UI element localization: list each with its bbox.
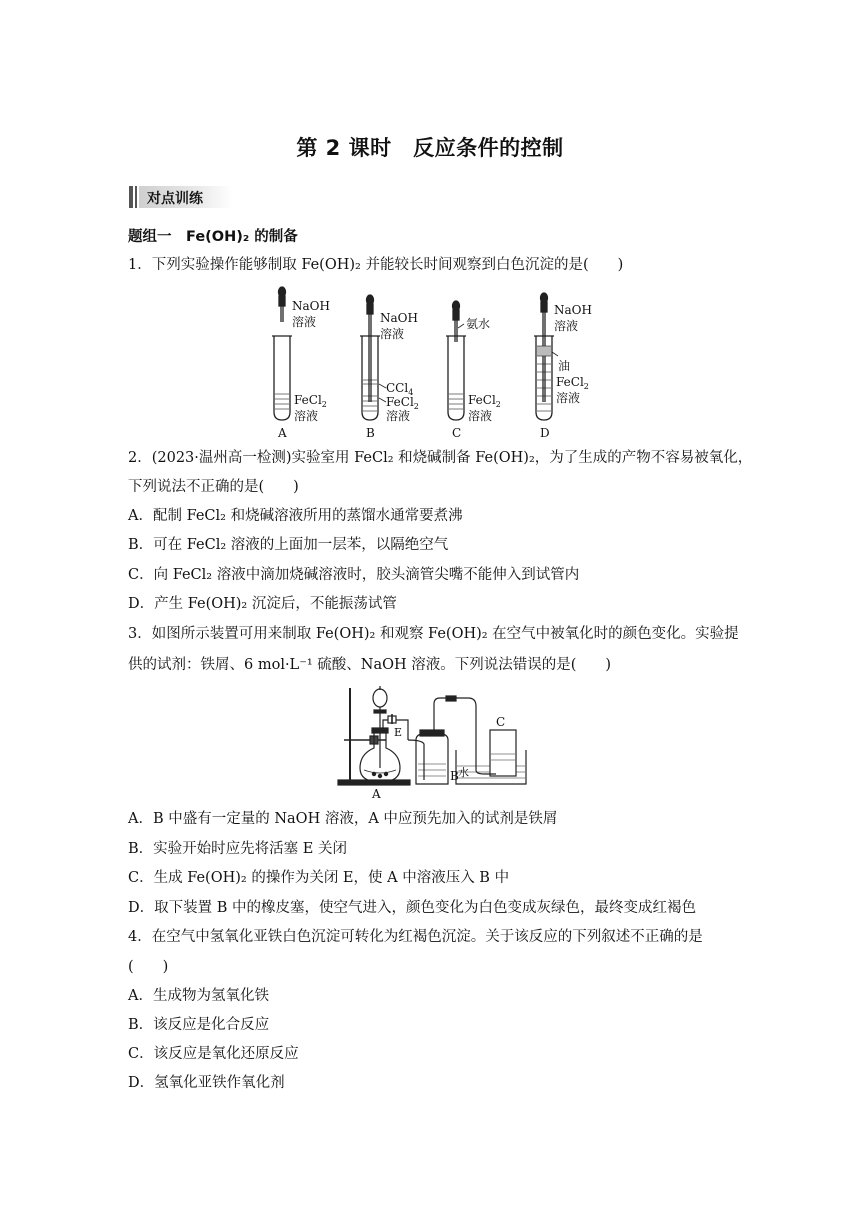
question-3-line-2: 供的试剂：铁屑、6 mol·L⁻¹ 硫酸、NaOH 溶液。下列说法错误的是( ) bbox=[128, 657, 612, 673]
q1-label-solution-d: 溶液 bbox=[554, 319, 579, 333]
question-4-line-2: ( ) bbox=[128, 959, 169, 975]
tube-a bbox=[272, 287, 292, 420]
question-3-option-d: D．取下装置 B 中的橡皮塞，使空气进入，颜色变化为白色变成灰绿色，最终变成红褐色 bbox=[128, 900, 696, 916]
q1-label-ccl4-b: CCl$_4$ bbox=[386, 381, 414, 397]
q1-caption-c: C bbox=[452, 426, 462, 440]
q3-label-b: B bbox=[450, 769, 459, 783]
badge-label: 对点训练 bbox=[147, 191, 203, 207]
badge-bar bbox=[129, 186, 133, 208]
q1-label-solution-d2: 溶液 bbox=[556, 391, 581, 405]
q1-test-tube-figure bbox=[262, 284, 602, 442]
q1-label-solution-a: 溶液 bbox=[292, 315, 317, 329]
badge-bar-thin bbox=[135, 186, 137, 208]
q1-label-fecl2-b: FeCl$_2$ bbox=[386, 395, 419, 411]
q1-label-solution-a2: 溶液 bbox=[294, 409, 319, 423]
q1-label-ammonia-c: 氨水 bbox=[466, 317, 491, 331]
question-2-option-c: C．向 FeCl₂ 溶液中滴加烧碱溶液时，胶头滴管尖嘴不能伸入到试管内 bbox=[128, 567, 580, 583]
q1-caption-d: D bbox=[540, 426, 550, 440]
question-3-option-b: B．实验开始时应先将活塞 E 关闭 bbox=[128, 841, 347, 857]
question-4-option-b: B．该反应是化合反应 bbox=[128, 1017, 270, 1033]
q1-label-naoh-a: NaOH bbox=[292, 299, 330, 313]
q3-label-c: C bbox=[496, 715, 506, 729]
q1-label-solution-b: 溶液 bbox=[380, 327, 405, 341]
question-3-line-1: 3．如图所示装置可用来制取 Fe(OH)₂ 和观察 Fe(OH)₂ 在空气中被氧化时的颜色变化。实验提 bbox=[128, 626, 739, 642]
q1-label-naoh-d: NaOH bbox=[554, 303, 592, 317]
q3-label-a: A bbox=[372, 787, 381, 801]
question-2-option-b: B．可在 FeCl₂ 溶液的上面加一层苯，以隔绝空气 bbox=[128, 537, 449, 553]
q1-label-oil-d: 油 bbox=[558, 359, 571, 373]
q1-label-fecl2-a: FeCl$_2$ bbox=[294, 393, 327, 409]
tube-b bbox=[360, 295, 380, 420]
q1-label-solution-b2: 溶液 bbox=[386, 409, 411, 423]
tube-d bbox=[534, 293, 554, 420]
question-2-line-1: 2．(2023·温州高一检测)实验室用 FeCl₂ 和烧碱制备 Fe(OH)₂，为了生成的产物不容易被氧化， bbox=[128, 450, 753, 466]
question-4-option-d: D．氢氧化亚铁作氧化剂 bbox=[128, 1075, 285, 1091]
q3-apparatus-figure bbox=[336, 684, 532, 802]
q1-caption-b: B bbox=[366, 426, 375, 440]
q3-label-e: E bbox=[394, 726, 403, 739]
q1-label-solution-c: 溶液 bbox=[468, 409, 493, 423]
q3-label-water: 水 bbox=[458, 766, 469, 779]
section-badge bbox=[129, 186, 233, 208]
question-2-option-a: A．配制 FeCl₂ 和烧碱溶液所用的蒸馏水通常要煮沸 bbox=[128, 508, 463, 524]
q1-label-naoh-b: NaOH bbox=[380, 311, 418, 325]
group-heading: 题组一 Fe(OH)₂ 的制备 bbox=[128, 229, 298, 245]
page-title: 第 2 课时 反应条件的控制 bbox=[296, 136, 564, 160]
tube-c bbox=[446, 301, 466, 420]
q1-label-fecl2-d: FeCl$_2$ bbox=[556, 375, 589, 391]
question-1-text: 1．下列实验操作能够制取 Fe(OH)₂ 并能较长时间观察到白色沉淀的是( ) bbox=[128, 257, 624, 273]
q1-caption-a: A bbox=[278, 426, 287, 440]
question-4-line-1: 4．在空气中氢氧化亚铁白色沉淀可转化为红褐色沉淀。关于该反应的下列叙述不正确的是 bbox=[128, 929, 703, 945]
question-4-option-c: C．该反应是氧化还原反应 bbox=[128, 1046, 299, 1062]
q1-label-fecl2-c: FeCl$_2$ bbox=[468, 393, 501, 409]
question-3-option-c: C．生成 Fe(OH)₂ 的操作为关闭 E，使 A 中溶液压入 B 中 bbox=[128, 870, 510, 886]
question-2-line-2: 下列说法不正确的是( ) bbox=[128, 479, 299, 495]
question-3-option-a: A．B 中盛有一定量的 NaOH 溶液，A 中应预先加入的试剂是铁屑 bbox=[128, 811, 558, 827]
question-2-option-d: D．产生 Fe(OH)₂ 沉淀后，不能振荡试管 bbox=[128, 596, 397, 612]
question-4-option-a: A．生成物为氢氧化铁 bbox=[128, 988, 269, 1004]
